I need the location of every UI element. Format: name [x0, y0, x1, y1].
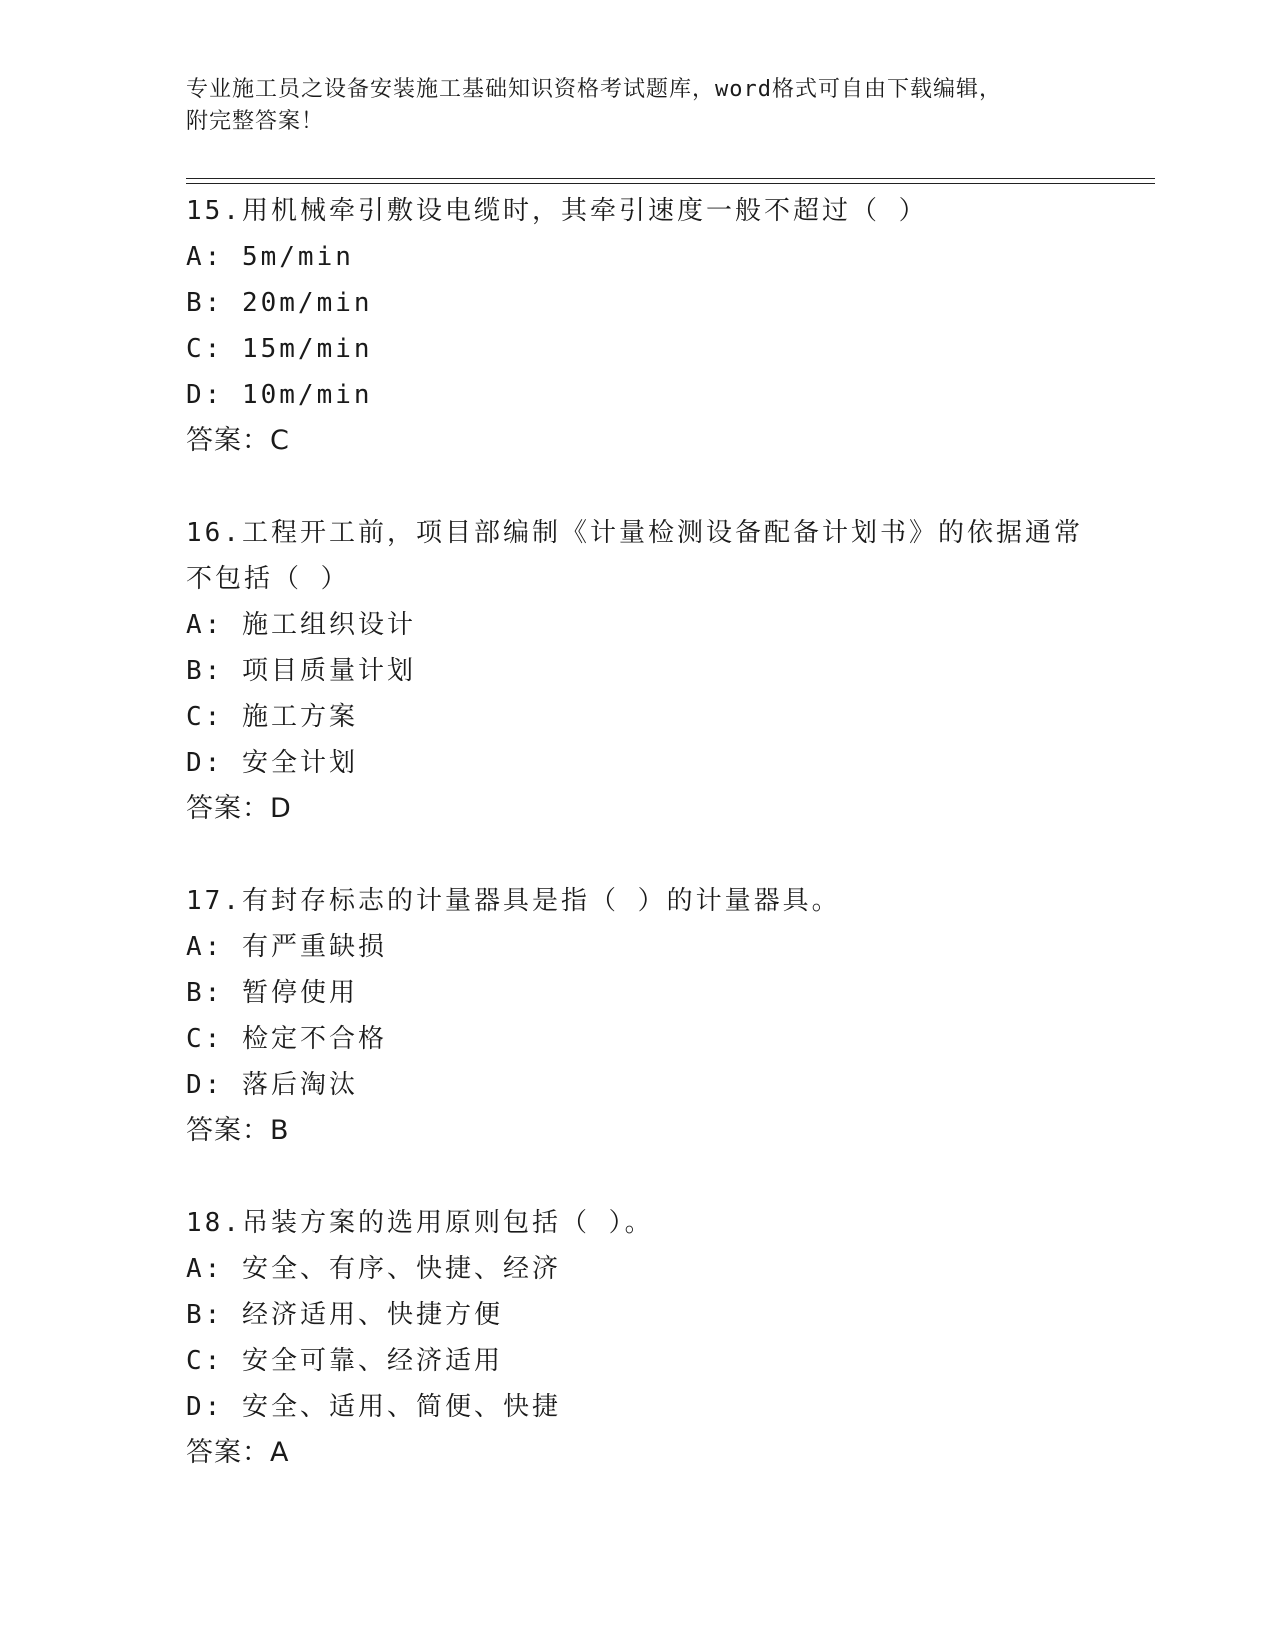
- option-b: B: 经济适用、快捷方便: [186, 1300, 503, 1330]
- question-title: 18.吊装方案的选用原则包括（ ）。: [186, 1208, 654, 1238]
- option-d: D: 安全、适用、简便、快捷: [186, 1392, 561, 1422]
- question-17: [186, 878, 1146, 1154]
- question-title: 16.工程开工前，项目部编制《计量检测设备配备计划书》的依据通常不包括（ ）: [186, 518, 1083, 594]
- option-c: C: 安全可靠、经济适用: [186, 1346, 503, 1376]
- answer: 答案：C: [186, 425, 290, 456]
- question-18: [186, 1200, 1146, 1476]
- option-a: A: 5m/min: [186, 242, 354, 272]
- option-a: A: 施工组织设计: [186, 610, 416, 640]
- option-d: D: 安全计划: [186, 748, 358, 778]
- question-gap: [186, 464, 1146, 510]
- header-divider-top: [186, 178, 1155, 179]
- option-c: C: 检定不合格: [186, 1024, 387, 1054]
- answer: 答案：A: [186, 1437, 290, 1468]
- option-a: A: 有严重缺损: [186, 932, 387, 962]
- option-c: C: 施工方案: [186, 702, 358, 732]
- answer: 答案：B: [186, 1115, 290, 1146]
- question-title: 15.用机械牵引敷设电缆时，其牵引速度一般不超过（ ）: [186, 196, 928, 226]
- document-header: [186, 74, 1106, 138]
- option-d: D: 10m/min: [186, 380, 373, 410]
- question-gap: [186, 1154, 1146, 1200]
- question-gap: [186, 832, 1146, 878]
- question-list: [186, 188, 1146, 1476]
- question-title: 17.有封存标志的计量器具是指（ ）的计量器具。: [186, 886, 841, 916]
- question-16: [186, 510, 1146, 832]
- option-b: B: 项目质量计划: [186, 656, 416, 686]
- header-line-1: 专业施工员之设备安装施工基础知识资格考试题库，word格式可自由下载编辑，: [186, 77, 1002, 102]
- question-15: [186, 188, 1146, 464]
- option-a: A: 安全、有序、快捷、经济: [186, 1254, 561, 1284]
- option-c: C: 15m/min: [186, 334, 373, 364]
- option-d: D: 落后淘汰: [186, 1070, 358, 1100]
- header-line-2: 附完整答案！: [186, 109, 325, 134]
- answer: 答案：D: [186, 793, 292, 824]
- option-b: B: 暂停使用: [186, 978, 358, 1008]
- option-b: B: 20m/min: [186, 288, 373, 318]
- header-divider-bottom: [186, 183, 1155, 184]
